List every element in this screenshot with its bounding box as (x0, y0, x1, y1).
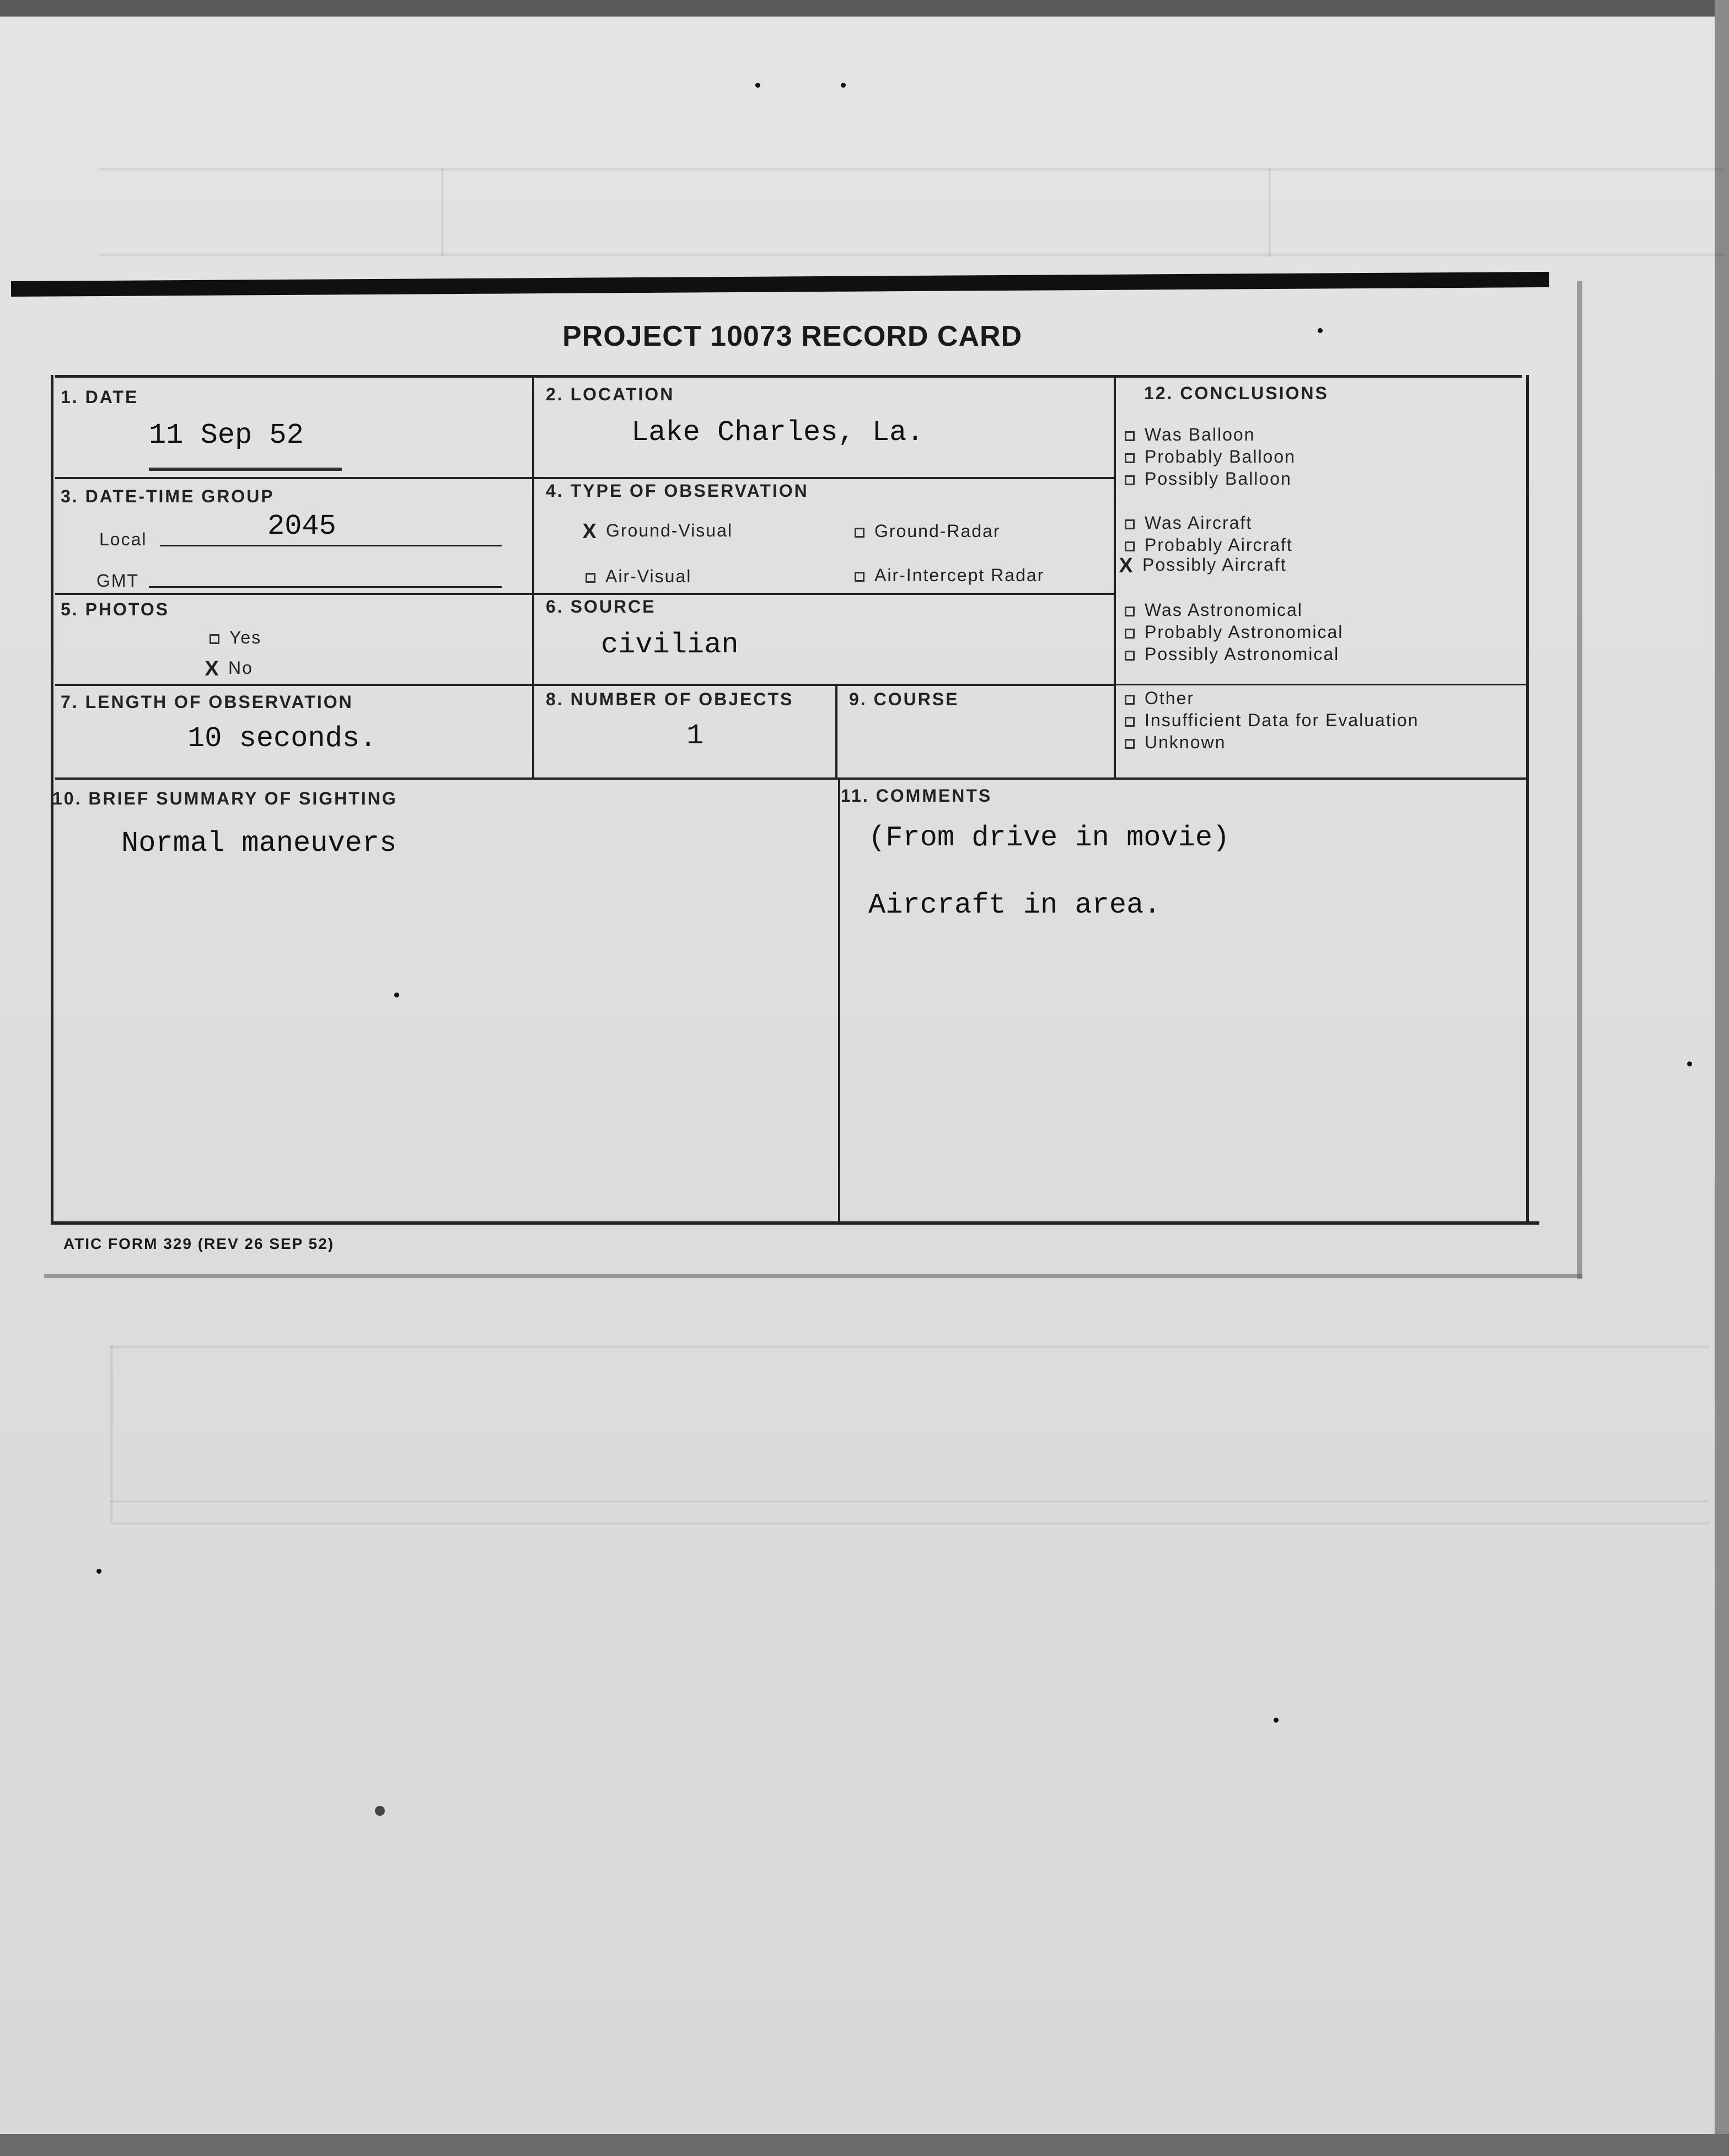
option-text: Insufficient Data for Evaluation (1145, 710, 1419, 730)
comments-line-1: (From drive in movie) (868, 822, 1230, 854)
conclusion-possibly-balloon (1125, 469, 1292, 489)
scan-right-edge (1715, 0, 1729, 2156)
card-title: PROJECT 10073 RECORD CARD (562, 320, 1023, 352)
check-mark: X (1119, 554, 1134, 577)
checkbox (1125, 453, 1135, 463)
photos-yes-option (210, 628, 261, 648)
brief-summary-label: 10. BRIEF SUMMARY OF SIGHTING (52, 789, 398, 808)
col-divider (1114, 375, 1116, 777)
scan-speck (394, 993, 399, 997)
number-of-objects-value: 1 (686, 720, 704, 752)
option-text: Was Astronomical (1145, 600, 1303, 620)
option-text: Ground-Radar (874, 521, 1001, 541)
option-text: Yes (229, 628, 262, 647)
bleed-through-line (110, 1345, 113, 1522)
option-text: Air-Intercept Radar (874, 565, 1045, 585)
option-text: Unknown (1145, 732, 1226, 752)
checkbox (1125, 651, 1135, 661)
air-intercept-radar-option (855, 565, 1044, 586)
date-time-group-label: 3. DATE-TIME GROUP (61, 486, 275, 506)
location-value: Lake Charles, La. (631, 416, 924, 449)
option-text: Possibly Astronomical (1145, 644, 1340, 664)
option-text: Was Aircraft (1145, 513, 1253, 533)
scan-speck (841, 83, 846, 88)
location-label: 2. LOCATION (546, 384, 675, 404)
comments-label: 11. COMMENTS (841, 786, 992, 806)
source-value: civilian (601, 629, 739, 661)
comments-line-2: Aircraft in area. (868, 889, 1161, 921)
card-right-border (1526, 375, 1529, 1224)
local-time-value: 2045 (267, 510, 336, 543)
option-text: Probably Balloon (1145, 447, 1296, 466)
form-number: ATIC FORM 329 (REV 26 SEP 52) (63, 1235, 335, 1252)
local-label: Local (99, 529, 147, 549)
scan-bottom-edge (0, 2134, 1729, 2156)
conclusion-unknown (1125, 732, 1226, 753)
check-mark: X (205, 657, 220, 680)
scan-speck (755, 83, 760, 88)
checkbox (1125, 607, 1135, 616)
scan-speck (375, 1806, 385, 1816)
conclusion-probably-astronomical (1125, 622, 1343, 642)
option-text: Was Balloon (1145, 425, 1255, 444)
card-shadow (44, 1274, 1582, 1278)
card-bottom-border (51, 1221, 1539, 1225)
photos-no-option (204, 657, 253, 681)
gmt-underline (149, 586, 502, 588)
length-of-observation-label: 7. LENGTH OF OBSERVATION (61, 692, 353, 712)
option-text: Possibly Balloon (1145, 469, 1292, 489)
conclusion-probably-balloon (1125, 447, 1296, 467)
scan-speck (96, 1569, 101, 1574)
bleed-through-line (441, 168, 444, 256)
check-mark: X (582, 520, 598, 543)
option-text: Possibly Aircraft (1142, 554, 1287, 575)
air-visual-option (586, 566, 691, 587)
conclusion-was-aircraft (1125, 513, 1252, 533)
checkbox (1125, 695, 1135, 705)
ground-radar-option (855, 521, 1001, 541)
course-label: 9. COURSE (849, 689, 959, 709)
bleed-through-line (99, 254, 1726, 256)
date-label: 1. DATE (61, 387, 139, 407)
card-row-line (55, 375, 1522, 378)
checkbox (855, 572, 864, 582)
source-label: 6. SOURCE (546, 597, 656, 616)
checkbox (1125, 717, 1135, 727)
date-value: 11 Sep 52 (149, 419, 304, 452)
option-text: Air-Visual (605, 566, 692, 586)
checkbox (1125, 541, 1135, 551)
checkbox (1125, 475, 1135, 485)
photos-label: 5. PHOTOS (61, 599, 170, 619)
checkbox (1125, 629, 1135, 639)
bleed-through-line (110, 1522, 1709, 1525)
scan-speck (1274, 1718, 1279, 1723)
option-text: Ground-Visual (606, 520, 733, 540)
row-divider (55, 684, 1114, 686)
bleed-through-line (99, 168, 1726, 171)
option-text: Probably Aircraft (1145, 535, 1293, 555)
checkbox (586, 573, 595, 583)
row-divider (1114, 684, 1527, 685)
checkbox (1125, 431, 1135, 441)
bleed-through-line (110, 1500, 1709, 1503)
row-divider (55, 777, 1527, 780)
option-text: Other (1145, 688, 1195, 708)
row-divider (55, 593, 1114, 595)
col-divider (838, 777, 840, 1221)
conclusion-was-astronomical (1125, 600, 1303, 620)
conclusions-label: 12. CONCLUSIONS (1144, 383, 1329, 403)
card-shadow (1577, 281, 1582, 1279)
col-divider (532, 375, 534, 777)
option-text: Probably Astronomical (1145, 622, 1344, 642)
conclusion-probably-aircraft (1125, 535, 1293, 555)
checkbox (1125, 739, 1135, 749)
date-underline (149, 468, 342, 471)
local-underline (160, 545, 502, 546)
option-text: No (228, 657, 253, 678)
bleed-through-line (1268, 168, 1271, 256)
scan-top-edge (0, 0, 1729, 17)
conclusion-possibly-astronomical (1125, 644, 1339, 664)
checkbox (210, 634, 219, 644)
conclusion-was-balloon (1125, 425, 1255, 445)
brief-summary-value: Normal maneuvers (121, 827, 397, 860)
scan-speck (1687, 1061, 1692, 1066)
scan-speck (1318, 328, 1323, 333)
number-of-objects-label: 8. NUMBER OF OBJECTS (546, 689, 794, 709)
conclusion-other (1125, 688, 1194, 709)
row-divider (55, 477, 1114, 479)
length-of-observation-value: 10 seconds. (187, 722, 377, 755)
checkbox (1125, 519, 1135, 529)
gmt-label: GMT (96, 571, 139, 591)
bleed-through-line (110, 1345, 1709, 1348)
conclusion-possibly-aircraft (1118, 554, 1287, 578)
type-of-observation-label: 4. TYPE OF OBSERVATION (546, 481, 809, 501)
checkbox (855, 528, 864, 538)
conclusion-insufficient-data (1125, 710, 1419, 731)
ground-visual-option (582, 520, 733, 544)
col-divider (835, 684, 837, 777)
